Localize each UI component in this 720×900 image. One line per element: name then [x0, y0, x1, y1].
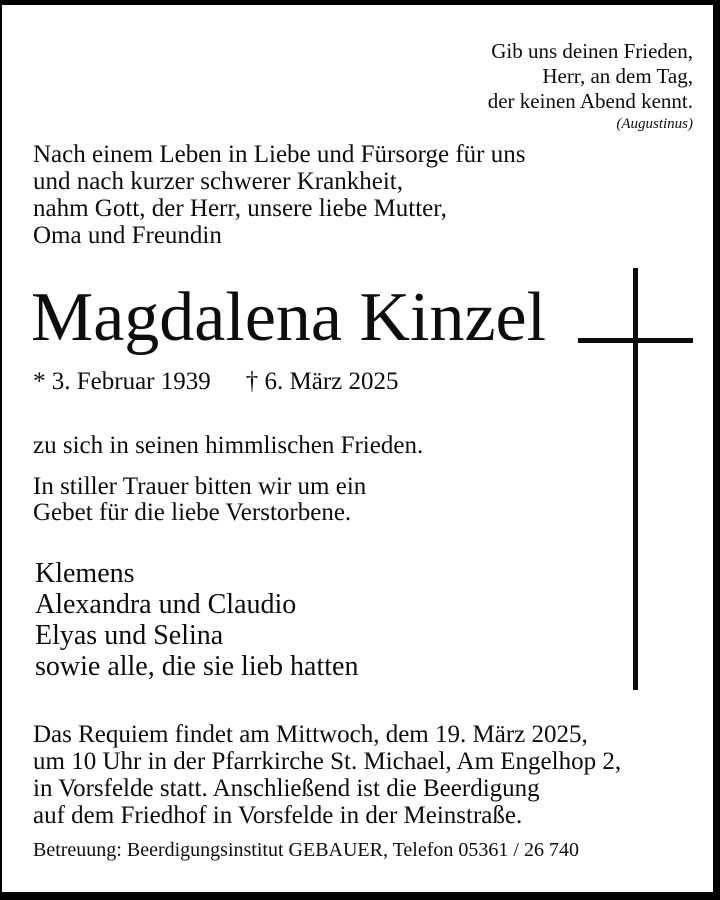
funeral-home-line: Betreuung: Beerdigungsinstitut GEBAUER, Telefon 05361 / 26 740: [33, 839, 579, 861]
intro-line: nahm Gott, der Herr, unsere liebe Mutter,: [33, 195, 447, 222]
mourner-line: Alexandra und Claudio: [35, 589, 297, 620]
mourning-line: In stiller Trauer bitten wir um ein: [33, 473, 367, 500]
mourning-text: [33, 474, 366, 526]
service-info: [33, 721, 621, 829]
closing-line: zu sich in seinen himmlischen Frieden.: [33, 432, 424, 459]
service-line: Das Requiem findet am Mittwoch, dem 19. März 2025,: [33, 721, 588, 748]
intro-line: und nach kurzer schwerer Krankheit,: [33, 168, 403, 195]
quote-line: Gib uns deinen Frieden,: [491, 39, 693, 63]
mourner-line: Klemens: [35, 558, 135, 589]
service-line: um 10 Uhr in der Pfarrkirche St. Michael, Am Engelhop 2,: [33, 748, 622, 775]
mourner-line: sowie alle, die sie lieb hatten: [35, 651, 359, 682]
intro-line: Oma und Freundin: [33, 222, 222, 249]
life-dates: [33, 369, 399, 394]
service-line: in Vorsfelde statt. Anschließend ist die Beerdigung: [33, 775, 540, 802]
quote-line: der keinen Abend kennt.: [487, 89, 693, 113]
intro-line: Nach einem Leben in Liebe und Fürsorge für uns: [33, 141, 526, 168]
service-line: auf dem Friedhof in Vorsfelde in der Meinstraße.: [33, 802, 523, 829]
intro-text: [33, 141, 525, 249]
cross-vertical-bar: [633, 268, 638, 690]
mourner-line: Elyas und Selina: [35, 620, 224, 651]
deceased-name: Magdalena Kinzel: [31, 279, 547, 356]
quote-line: Herr, an dem Tag,: [542, 64, 693, 88]
mourning-line: Gebet für die liebe Verstorbene.: [33, 499, 352, 526]
death-date: † 6. März 2025: [245, 368, 399, 395]
quote-attribution: (Augustinus): [616, 116, 693, 132]
mourners-list: [35, 558, 358, 682]
birth-date: * 3. Februar 1939: [33, 368, 211, 395]
cross-horizontal-bar: [578, 338, 693, 343]
religious-quote: [488, 39, 693, 134]
